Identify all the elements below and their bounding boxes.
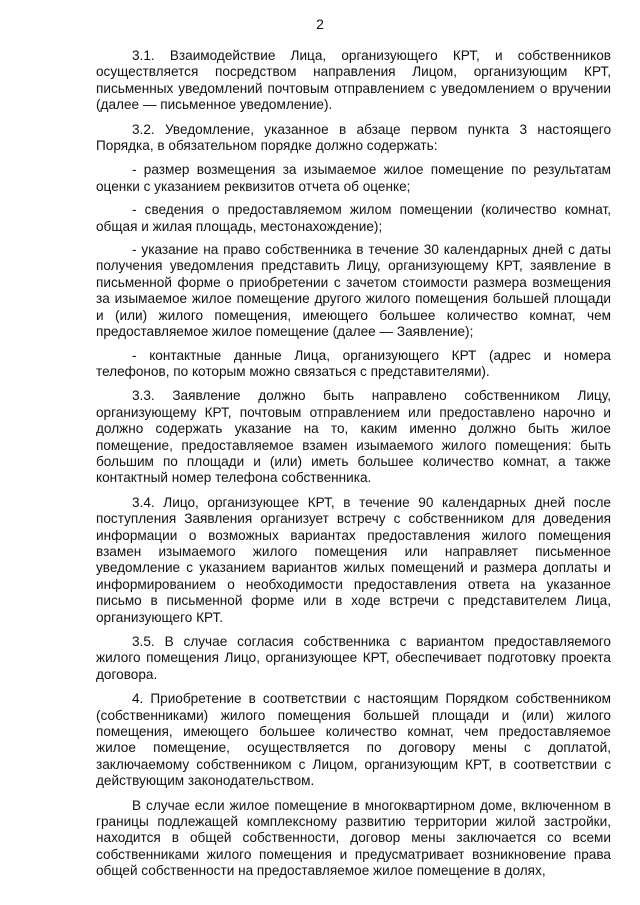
paragraph-3-2: 3.2. Уведомление, указанное в абзаце первом пункта 3 настоящего Порядка, в обязательном порядке должно содержать: <box>96 121 611 154</box>
list-item-compensation: - размер возмещения за изымаемое жилое помещение по результатам оценки с указанием реквизитов отчета об оценке; <box>96 162 611 194</box>
paragraph-3-1: 3.1. Взаимодействие Лица, организующего КРТ, и собственников осуществляется посредством направления Лицом, организующим КРТ, письменных уведомлений почтовым отправлением с уведомлением о вручении (далее — письменное уведомление). <box>96 48 611 113</box>
list-item-contacts: - контактные данные Лица, организующего КРТ (адрес и номера телефонов, по которым можно связаться с представителями). <box>96 347 611 379</box>
paragraph-3-3: 3.3. Заявление должно быть направлено собственником Лицу, организующему КРТ, почтовым отправлением или предоставлено нарочно и должно содержать указание на то, каким именно должно быть жилое помещение, предоставляемое взамен изымаемого жилого помещения: быть большим по площади и (или) иметь большее количество комнат, а также контактный номер телефона собственника. <box>96 388 611 486</box>
paragraph-3-5: 3.5. В случае согласия собственника с вариантом предоставляемого жилого помещения Лицо, организующее КРТ, обеспечивает подготовку проекта договора. <box>96 634 611 682</box>
paragraph-4: 4. Приобретение в соответствии с настоящим Порядком собственником (собственниками) жилого помещения большей площади и (или) жилого помещения, имеющего большее количество комнат, чем предоставляемое жилое помещение, осуществляется по договору мены с доплатой, заключаемому собственником с Лицом, организующим КРТ, в соответствии с действующим законодательством. <box>96 691 611 789</box>
page-number: 2 <box>316 16 324 32</box>
paragraph-3-4: 3.4. Лицо, организующее КРТ, в течение 90 календарных дней после поступления Заявления организует встречу с собственником для доведения информации о возможных вариантах предоставления жилого помещения взамен изымаемого жилого помещения или направляет письменное уведомление с указанием вариантов жилых помещений и размера доплаты и информированием о необходимости предоставления ответа на указанное письмо в письменной форме или в ходе встречи с представителем Лица, организующего КРТ. <box>96 494 611 625</box>
document-body <box>96 48 611 888</box>
paragraph-common-ownership: В случае если жилое помещение в многоквартирном доме, включенном в границы подлежащей комплексному развитию территории жилой застройки, находится в общей собственности, договор мены заключается со всеми собственниками жилого помещения и предусматривает возникновение права общей собственности на предоставляемое жилое помещение в долях, <box>96 797 611 879</box>
list-item-owner-right: - указание на право собственника в течение 30 календарных дней с даты получения уведомления представить Лицу, организующему КРТ, заявление в письменной форме о приобретении с зачетом стоимости размера возмещения за изымаемое жилое помещение другого жилого помещения большей площади и (или) жилого помещения, имеющего большее количество комнат, чем предоставляемое жилое помещение (далее — Заявление); <box>96 242 611 340</box>
list-item-provided-dwelling: - сведения о предоставляемом жилом помещении (количество комнат, общая и жилая площадь, местонахождение); <box>96 202 611 234</box>
